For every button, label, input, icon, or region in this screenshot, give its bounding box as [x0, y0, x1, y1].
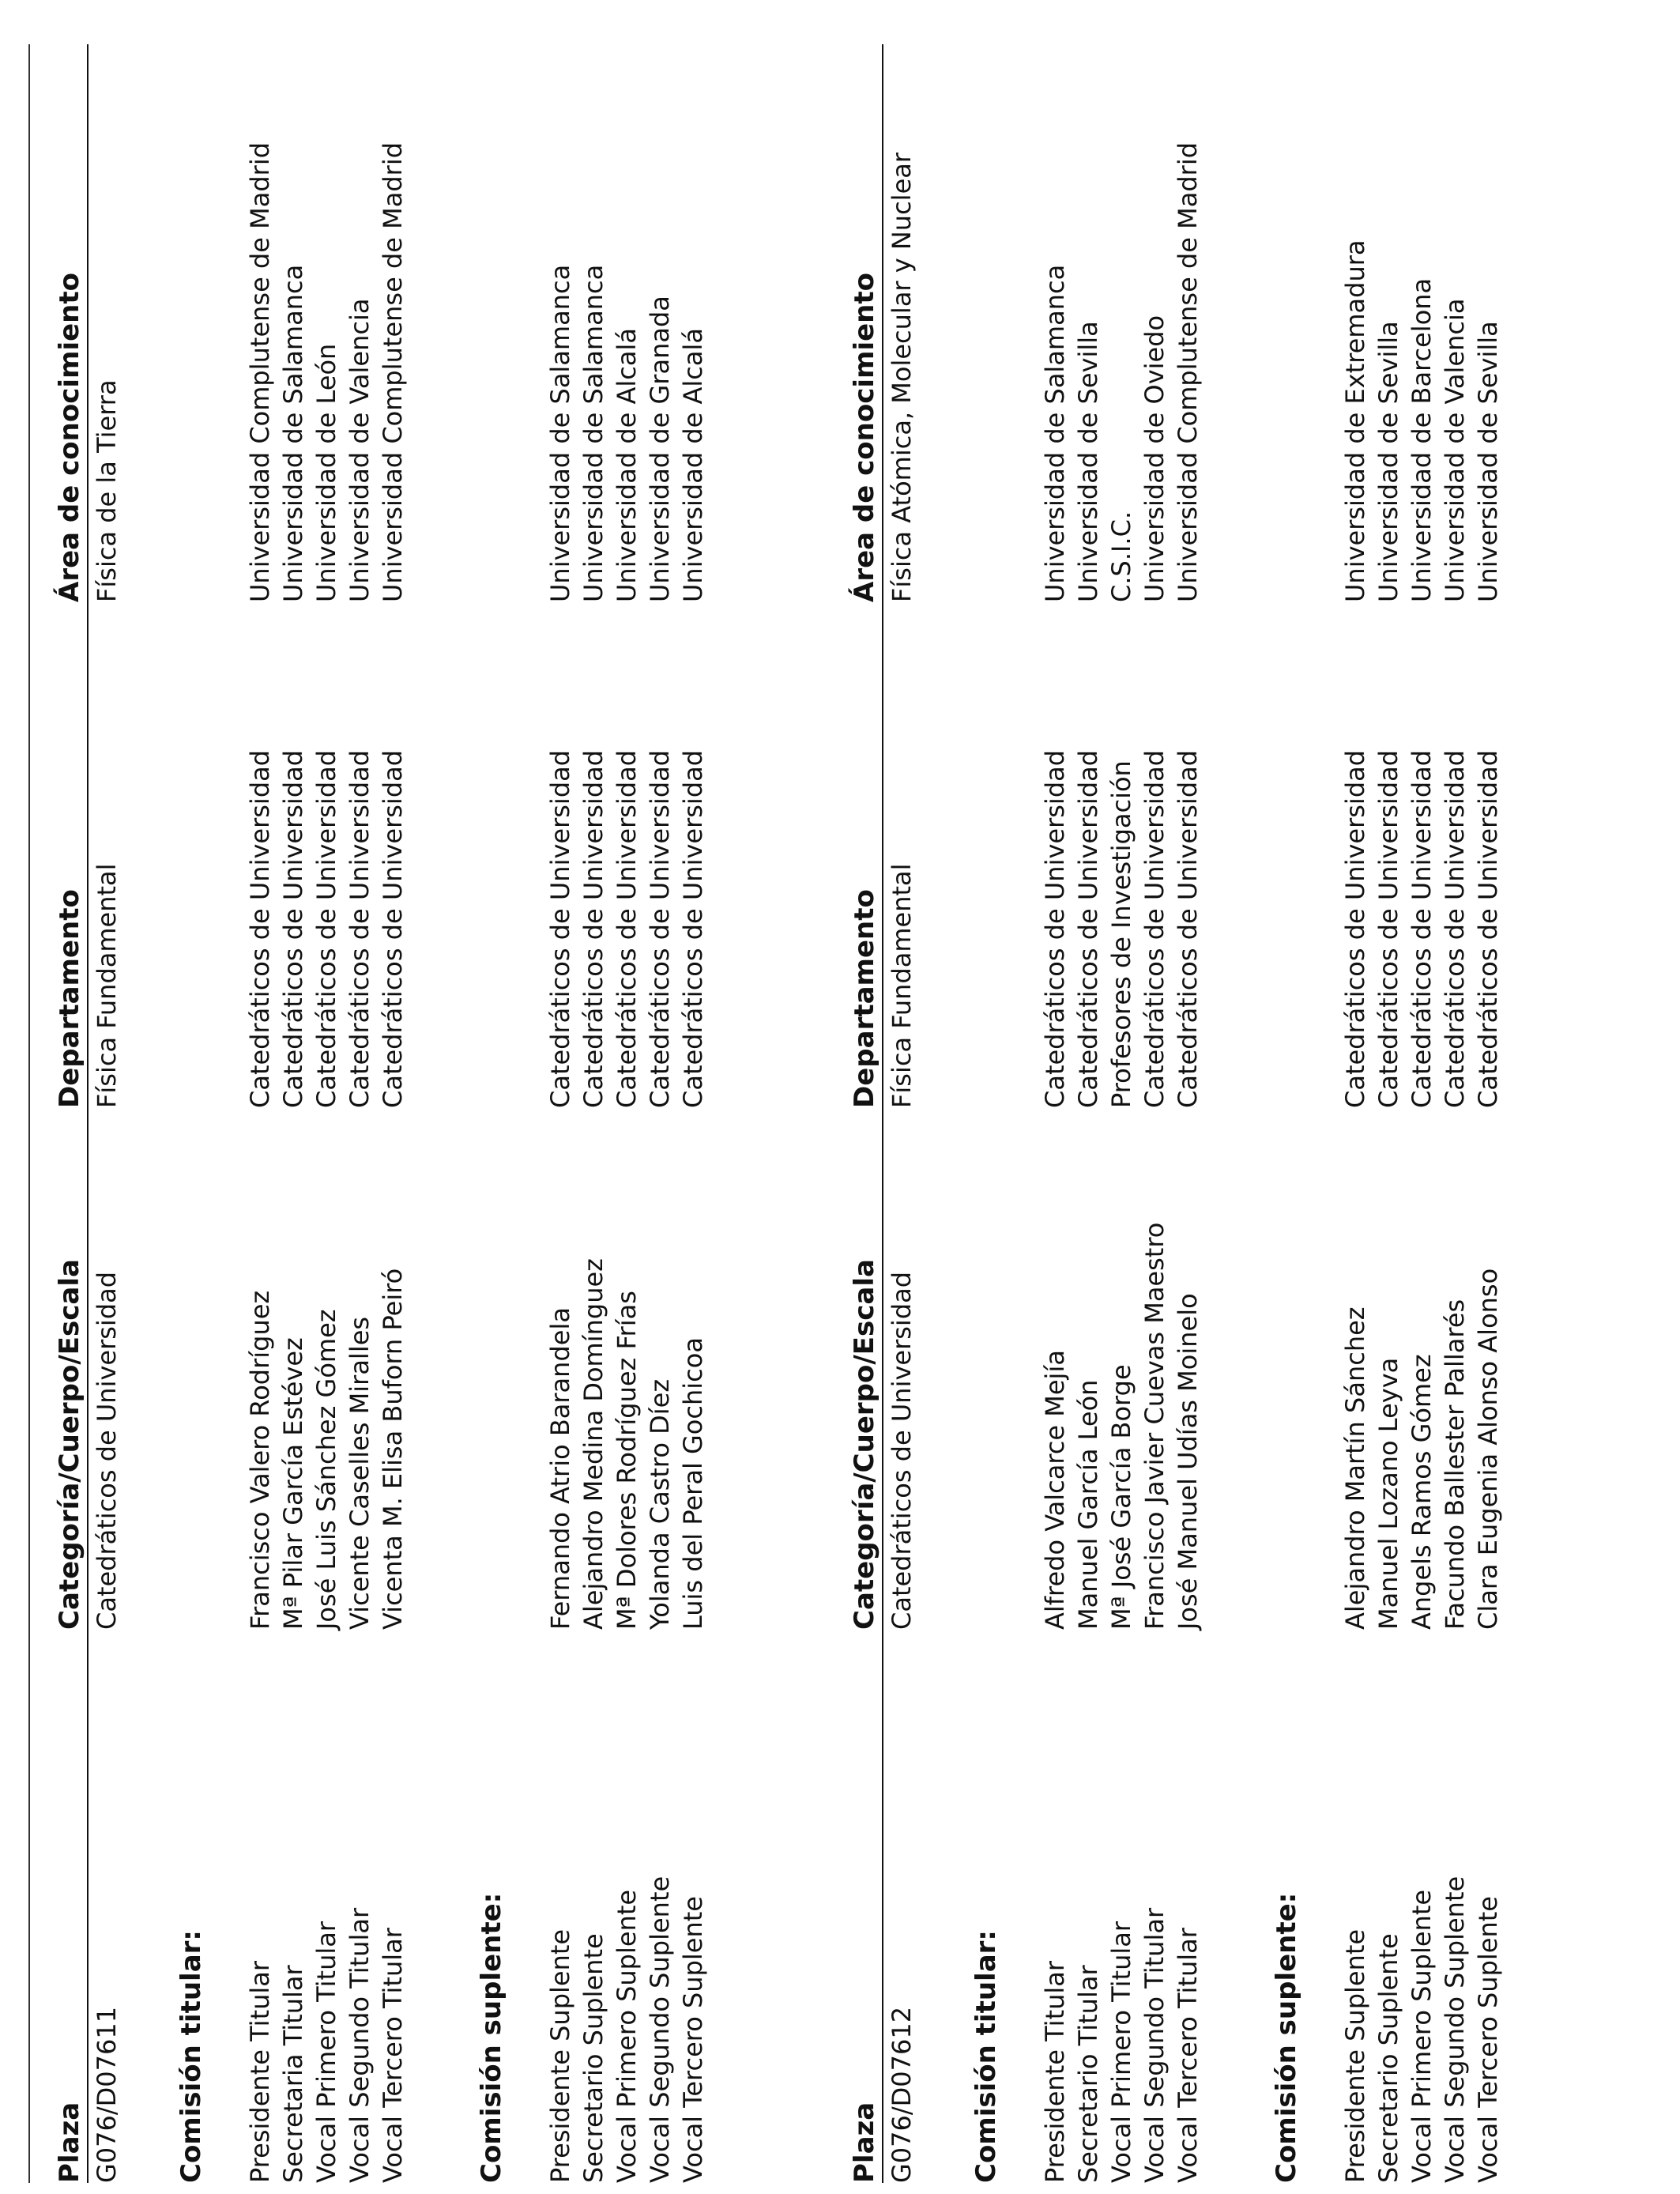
plaza-area: Física Atómica, Molecular y Nuclear — [887, 152, 917, 602]
member-row — [1407, 44, 1440, 2183]
member-name: Francisco Javier Cuevas Maestro — [1139, 1222, 1170, 1630]
member-row — [645, 44, 678, 2183]
member-role: Vocal Segundo Titular — [345, 1907, 375, 2183]
member-role: Presidente Titular — [245, 1960, 275, 2183]
section-titular-title: Comisión titular: — [175, 1929, 207, 2183]
member-university: Universidad de Salamanca — [578, 264, 608, 602]
plaza-departamento: Física Fundamental — [92, 863, 122, 1108]
member-row — [245, 44, 278, 2183]
member-role: Presidente Titular — [1040, 1960, 1070, 2183]
header-departamento: Departamento — [849, 889, 880, 1108]
section-suplente-title: Comisión suplente: — [1271, 1892, 1302, 2183]
section-suplente-title: Comisión suplente: — [476, 1892, 507, 2183]
member-university: Universidad de Salamanca — [545, 264, 575, 602]
member-role: Vocal Tercero Titular — [378, 1928, 408, 2183]
plaza-categoria: Catedráticos de Universidad — [887, 1271, 917, 1630]
section-titular-title: Comisión titular: — [970, 1929, 1002, 2183]
member-category: Catedráticos de Universidad — [645, 749, 675, 1108]
member-category: Catedráticos de Universidad — [1373, 749, 1403, 1108]
member-category: Catedráticos de Universidad — [311, 749, 341, 1108]
member-row — [545, 44, 578, 2183]
member-name: Francisco Valero Rodríguez — [245, 1290, 275, 1630]
member-category: Catedráticos de Universidad — [1440, 749, 1470, 1108]
plaza-area: Física de la Tierra — [92, 379, 122, 602]
member-category: Profesores de Investigación — [1106, 760, 1136, 1108]
member-name: Fernando Atrio Barandela — [545, 1307, 575, 1630]
member-name: Alejandro Medina Domínguez — [578, 1258, 608, 1630]
member-row — [1173, 44, 1206, 2183]
member-name: Manuel García León — [1073, 1379, 1103, 1630]
member-university: Universidad Complutense de Madrid — [378, 141, 408, 602]
member-row — [1106, 44, 1139, 2183]
member-row — [1139, 44, 1173, 2183]
member-row — [1440, 44, 1473, 2183]
member-name: Vicenta M. Elisa Buforn Peiró — [378, 1268, 408, 1630]
member-category: Catedráticos de Universidad — [345, 749, 375, 1108]
member-name: Yolanda Castro Díez — [645, 1378, 675, 1630]
member-category: Catedráticos de Universidad — [1473, 749, 1503, 1108]
member-category: Catedráticos de Universidad — [612, 749, 642, 1108]
member-row — [278, 44, 311, 2183]
member-role: Vocal Primero Titular — [1106, 1921, 1136, 2183]
member-name: Mª Pilar García Estévez — [278, 1337, 308, 1630]
member-role: Secretaria Titular — [278, 1965, 308, 2183]
member-role: Vocal Segundo Suplente — [1440, 1875, 1470, 2183]
header-area: Área de conocimiento — [54, 273, 85, 602]
member-name: Alejandro Martín Sánchez — [1340, 1306, 1370, 1630]
titular-list — [245, 44, 411, 2183]
member-university: Universidad de Sevilla — [1473, 321, 1503, 602]
member-role: Secretario Suplente — [1373, 1933, 1403, 2183]
member-category: Catedráticos de Universidad — [1040, 749, 1070, 1108]
member-row — [578, 44, 612, 2183]
member-university: C.S.I.C. — [1106, 511, 1136, 602]
member-role: Vocal Primero Titular — [311, 1921, 341, 2183]
member-row — [378, 44, 411, 2183]
titular-list — [1040, 44, 1206, 2183]
member-row — [1473, 44, 1506, 2183]
member-university: Universidad de Alcalá — [612, 328, 642, 602]
member-role: Secretario Titular — [1073, 1965, 1103, 2183]
member-name: Alfredo Valcarce Mejía — [1040, 1350, 1070, 1630]
member-category: Catedráticos de Universidad — [278, 749, 308, 1108]
member-row — [1073, 44, 1106, 2183]
member-row — [1340, 44, 1373, 2183]
member-name: Clara Eugenia Alonso Alonso — [1473, 1268, 1503, 1630]
member-university: Universidad de Granada — [645, 296, 675, 602]
member-category: Catedráticos de Universidad — [1173, 749, 1203, 1108]
member-university: Universidad de Sevilla — [1373, 321, 1403, 602]
member-row — [311, 44, 345, 2183]
member-category: Catedráticos de Universidad — [1139, 749, 1170, 1108]
member-university: Universidad Complutense de Madrid — [1173, 141, 1203, 602]
member-university: Universidad de Valencia — [345, 298, 375, 602]
member-role: Vocal Primero Suplente — [1407, 1889, 1437, 2183]
suplente-list — [1340, 44, 1506, 2183]
member-role: Presidente Suplente — [1340, 1928, 1370, 2183]
member-category: Catedráticos de Universidad — [678, 749, 708, 1108]
member-university: Universidad de Alcalá — [678, 328, 708, 602]
table-header — [52, 44, 89, 2183]
header-plaza: Plaza — [54, 2102, 85, 2183]
member-name: Angels Ramos Gómez — [1407, 1354, 1437, 1630]
header-plaza: Plaza — [849, 2102, 880, 2183]
member-role: Vocal Tercero Suplente — [1473, 1896, 1503, 2183]
member-name: José Luis Sánchez Gómez — [311, 1309, 341, 1630]
plaza-code: G076/D07611 — [92, 2006, 122, 2183]
member-row — [612, 44, 645, 2183]
member-name: Vicente Caselles Miralles — [345, 1316, 375, 1630]
member-category: Catedráticos de Universidad — [378, 749, 408, 1108]
member-university: Universidad de Valencia — [1440, 298, 1470, 602]
member-category: Catedráticos de Universidad — [1407, 749, 1437, 1108]
member-university: Universidad de Salamanca — [278, 264, 308, 602]
member-row — [1040, 44, 1073, 2183]
member-university: Universidad de Barcelona — [1407, 277, 1437, 602]
member-university: Universidad Complutense de Madrid — [245, 141, 275, 602]
plaza-categoria: Catedráticos de Universidad — [92, 1271, 122, 1630]
header-area: Área de conocimiento — [849, 273, 880, 602]
table-header — [847, 44, 883, 2183]
member-row — [678, 44, 711, 2183]
member-name: Facundo Ballester Pallarés — [1440, 1299, 1470, 1630]
member-name: Luis del Peral Gochicoa — [678, 1337, 708, 1630]
header-categoria: Categoría/Cuerpo/Escala — [54, 1259, 85, 1630]
member-category: Catedráticos de Universidad — [1340, 749, 1370, 1108]
suplente-list — [545, 44, 711, 2183]
member-category: Catedráticos de Universidad — [1073, 749, 1103, 1108]
member-role: Vocal Tercero Suplente — [678, 1896, 708, 2183]
member-role: Vocal Tercero Titular — [1173, 1928, 1203, 2183]
member-university: Universidad de León — [311, 343, 341, 602]
member-university: Universidad de Sevilla — [1073, 321, 1103, 602]
member-university: Universidad de Salamanca — [1040, 264, 1070, 602]
member-name: José Manuel Udías Moinelo — [1173, 1293, 1203, 1630]
member-name: Mª Dolores Rodríguez Frías — [612, 1291, 642, 1630]
member-row — [1373, 44, 1407, 2183]
member-row — [345, 44, 378, 2183]
header-departamento: Departamento — [54, 889, 85, 1108]
member-role: Secretario Suplente — [578, 1933, 608, 2183]
member-category: Catedráticos de Universidad — [578, 749, 608, 1108]
member-role: Vocal Segundo Titular — [1139, 1907, 1170, 2183]
plaza-code: G076/D07612 — [887, 2006, 917, 2183]
member-university: Universidad de Extremadura — [1340, 239, 1370, 602]
divider — [28, 44, 30, 2183]
member-role: Vocal Primero Suplente — [612, 1889, 642, 2183]
header-categoria: Categoría/Cuerpo/Escala — [849, 1259, 880, 1630]
member-role: Vocal Segundo Suplente — [645, 1875, 675, 2183]
member-category: Catedráticos de Universidad — [545, 749, 575, 1108]
member-category: Catedráticos de Universidad — [245, 749, 275, 1108]
plaza-departamento: Física Fundamental — [887, 863, 917, 1108]
member-role: Presidente Suplente — [545, 1928, 575, 2183]
member-university: Universidad de Oviedo — [1139, 315, 1170, 602]
member-name: Manuel Lozano Leyva — [1373, 1357, 1403, 1630]
member-name: Mª José García Borge — [1106, 1364, 1136, 1630]
